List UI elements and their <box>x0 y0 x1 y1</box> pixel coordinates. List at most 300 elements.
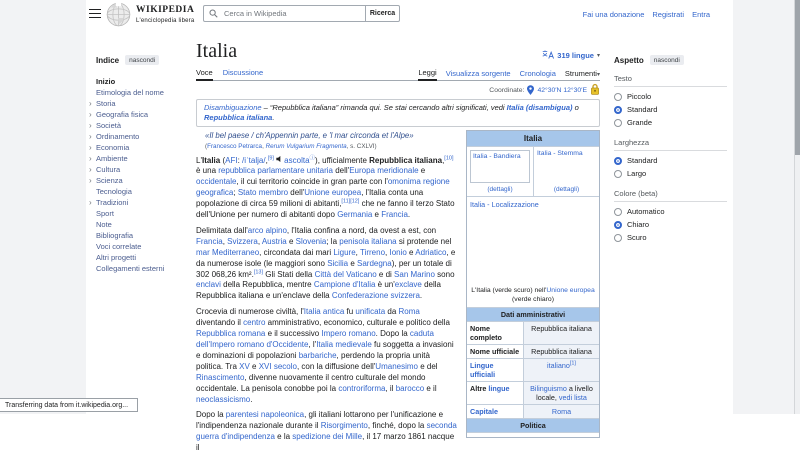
link[interactable]: Francia <box>196 237 223 246</box>
coordinates-row <box>196 84 600 97</box>
link[interactable]: repubblica parlamentare unitaria <box>218 166 333 175</box>
text: si protende nel <box>397 237 452 246</box>
link[interactable]: Francia <box>381 210 408 219</box>
text: amministrativo, economico, culturale e politico della <box>265 318 450 327</box>
radio-checked-icon[interactable] <box>614 106 622 114</box>
text: e di <box>377 270 394 279</box>
toc-item[interactable] <box>96 164 192 175</box>
radio-unchecked-icon[interactable] <box>614 93 622 101</box>
text: e la <box>275 432 292 441</box>
text: , gli italiani lottarono per l'unificazione e l'indipendenza nazionale durante il <box>196 410 443 430</box>
bold-text: Altre <box>470 384 488 393</box>
link[interactable]: Umanesimo <box>375 362 418 371</box>
link[interactable]: Sicilia <box>327 259 348 268</box>
toc-title: Indice <box>96 56 119 65</box>
bold-text: Repubblica italiana <box>369 156 442 165</box>
radio-unchecked-icon[interactable] <box>614 234 622 242</box>
link[interactable]: Roma <box>399 307 420 316</box>
link[interactable]: ascolta <box>284 156 309 165</box>
flag-details-link[interactable]: (dettagli) <box>470 183 530 193</box>
link[interactable]: barbariche <box>299 351 337 360</box>
text: e <box>372 210 381 219</box>
infobox-row-value <box>523 345 599 358</box>
chevron-right-icon[interactable]: › <box>89 164 92 175</box>
search-button[interactable]: Ricerca <box>365 5 400 22</box>
toc-hide-button[interactable]: nascondi <box>125 55 159 65</box>
radio-unchecked-icon[interactable] <box>614 208 622 216</box>
header-link[interactable]: Registrati <box>652 10 684 19</box>
link[interactable]: Risorgimento <box>321 421 368 430</box>
link[interactable]: Stato membro <box>238 188 288 197</box>
tab-leggi[interactable]: Leggi <box>418 68 436 81</box>
coordinates-label: Coordinate: <box>489 87 524 94</box>
appearance-group-label: Larghezza <box>614 138 727 151</box>
vertical-scrollbar[interactable] <box>794 0 800 414</box>
radio-option-standard[interactable] <box>614 103 727 116</box>
toc-item-label: Geografia fisica <box>96 110 148 119</box>
link[interactable]: Rinascimento <box>196 373 244 382</box>
appearance-panel <box>614 55 727 244</box>
link[interactable]: enclavi <box>196 280 221 289</box>
search-icon <box>209 5 218 23</box>
toc-item-label: Inizio <box>96 77 115 86</box>
coat-of-arms-link[interactable]: Italia - Stemma <box>537 150 596 159</box>
text: della Repubblica, mentre <box>221 280 314 289</box>
toc-item-label: Collegamenti esterni <box>96 264 164 273</box>
text: . <box>272 113 274 122</box>
search-input[interactable] <box>222 8 347 19</box>
tab-visualizza-sorgente[interactable]: Visualizza sorgente <box>446 69 511 80</box>
link[interactable]: XV <box>239 362 250 371</box>
toc-item-label: Società <box>96 121 121 130</box>
italic-link[interactable]: Rerum Vulgarium Fragmenta <box>266 143 347 150</box>
link[interactable]: Repubblica romana <box>196 329 265 338</box>
text: , circondata dai mari <box>259 248 333 257</box>
link[interactable]: Città del Vaticano <box>315 270 377 279</box>
link[interactable]: Svizzera <box>227 237 258 246</box>
text: ( <box>220 156 225 165</box>
link[interactable]: XVI secolo <box>259 362 297 371</box>
text: Repubblica italiana <box>531 324 592 333</box>
link[interactable]: Impero romano <box>321 329 375 338</box>
toc-item-label: Sport <box>96 209 114 218</box>
italic-link[interactable]: Disambiguazione <box>204 103 262 112</box>
text: e del <box>418 362 438 371</box>
text: , <box>262 143 266 150</box>
text: Crocevia di numerose civiltà, l' <box>196 307 304 316</box>
text: e <box>287 237 296 246</box>
link[interactable]: Confederazione svizzera <box>332 291 420 300</box>
toc-item[interactable] <box>96 153 192 164</box>
text: Repubblica italiana <box>531 347 592 356</box>
infobox-row-label <box>467 382 523 404</box>
wikipedia-wordmark[interactable] <box>136 6 194 24</box>
map-pin-icon[interactable] <box>527 85 534 97</box>
radio-option-label: Chiaro <box>627 220 649 229</box>
radio-option-label: Scuro <box>627 233 647 242</box>
link[interactable]: spedizione dei Mille <box>292 432 362 441</box>
country-infobox <box>466 130 600 438</box>
logo-subtitle: L'enciclopedia libera <box>136 18 194 24</box>
text: , e da numerose isole (le maggiori sono <box>196 248 455 268</box>
infobox-section-politics: Politica <box>467 418 599 432</box>
namespace-tabs <box>196 68 263 80</box>
text: , il <box>385 384 395 393</box>
link[interactable]: /iˈtalja/ <box>242 156 266 165</box>
reference-sup[interactable]: ⓘ <box>310 155 316 161</box>
text: , l' <box>308 340 316 349</box>
flag-cell <box>467 147 533 196</box>
toc-item-label: Tradizioni <box>96 198 128 207</box>
toc-item[interactable] <box>96 109 192 120</box>
text: ), ufficialmente <box>315 156 369 165</box>
link[interactable]: penisola italiana <box>339 237 396 246</box>
browser-status-tooltip: Transferring data from it.wikipedia.org... <box>0 398 138 412</box>
infobox-emblems-row <box>467 146 599 196</box>
infobox-row-value <box>523 405 599 418</box>
link[interactable]: Adriatico <box>415 248 446 257</box>
infobox-title: Italia <box>467 131 599 146</box>
link[interactable]: Europa meridionale <box>349 166 418 175</box>
link[interactable]: controriforma <box>338 384 385 393</box>
chevron-right-icon[interactable]: › <box>89 175 92 186</box>
tab-strumenti[interactable]: Strumenti▾ <box>565 69 600 80</box>
article-content <box>196 40 600 454</box>
text: (verde chiaro) <box>512 296 554 303</box>
toc-item[interactable] <box>96 175 192 186</box>
appearance-group-label: Testo <box>614 74 727 87</box>
link[interactable]: exclave <box>395 280 422 289</box>
chevron-right-icon[interactable]: › <box>89 197 92 208</box>
bold-link[interactable]: Capitale <box>470 407 498 416</box>
text: ( <box>205 143 207 150</box>
text: : <box>238 156 242 165</box>
toc-item[interactable] <box>96 131 192 142</box>
wikipedia-globe-logo[interactable] <box>106 2 131 32</box>
text: , <box>442 156 444 165</box>
chevron-right-icon[interactable]: › <box>89 109 92 120</box>
infobox-row-label <box>467 322 523 344</box>
reference-sup[interactable]: [11][12] <box>341 198 359 204</box>
radio-checked-icon[interactable] <box>614 157 622 165</box>
toc-item-label: Etimologia del nome <box>96 88 164 97</box>
text: , s. CXLVI) <box>347 143 377 150</box>
text: L'Italia (verde scuro) nell' <box>471 287 546 294</box>
tab-cronologia[interactable]: Cronologia <box>520 69 556 80</box>
appearance-group <box>614 189 727 244</box>
text: , <box>258 237 262 246</box>
radio-checked-icon[interactable] <box>614 221 622 229</box>
coat-of-arms-cell <box>533 147 599 196</box>
link[interactable]: seconda guerra d'indipendenza <box>196 421 457 441</box>
link[interactable]: omonima regione geografica <box>196 177 450 197</box>
toc-item[interactable] <box>96 263 192 274</box>
radio-option-scuro[interactable] <box>614 231 727 244</box>
header-user-links <box>480 10 710 19</box>
location-map-caption <box>470 286 596 304</box>
radio-option-label: Largo <box>627 169 646 178</box>
text: è una <box>196 166 218 175</box>
text: , <box>266 156 268 165</box>
chevron-right-icon[interactable]: › <box>89 120 92 131</box>
toc-item[interactable] <box>96 120 192 131</box>
text: fu soggetta a invasioni e dominazioni di popolazioni <box>196 340 454 360</box>
chevron-down-icon: ▾ <box>597 72 600 78</box>
location-map-placeholder <box>470 210 596 286</box>
toc-item-label: Altri progetti <box>96 253 136 262</box>
radio-option-automatico[interactable] <box>614 205 727 218</box>
toc-item[interactable] <box>96 186 192 197</box>
languages-button[interactable] <box>542 46 600 64</box>
text: . Dopo la <box>376 329 410 338</box>
header-link[interactable]: Fai una donazione <box>583 10 645 19</box>
toc-item[interactable] <box>96 230 192 241</box>
link[interactable]: arco alpino <box>248 226 287 235</box>
text: o <box>573 103 579 112</box>
chevron-right-icon[interactable]: › <box>89 98 92 109</box>
chevron-down-icon: ▾ <box>597 52 600 59</box>
infobox-cropped-row <box>467 432 599 437</box>
link[interactable]: Unione europea <box>304 188 361 197</box>
reference-sup[interactable]: [1] <box>570 360 576 366</box>
toc-item[interactable] <box>96 208 192 219</box>
main-menu-icon[interactable] <box>89 9 101 20</box>
chevron-right-icon[interactable]: › <box>89 142 92 153</box>
speaker-icon[interactable] <box>276 155 283 167</box>
text: . <box>250 395 252 404</box>
quote-text: «Il bel paese / ch'Appennin parte, e 'l mar circonda et l'Alpe» <box>205 131 600 141</box>
text: L' <box>196 156 202 165</box>
radio-option-label: Piccolo <box>627 92 651 101</box>
text: , <box>385 248 389 257</box>
languages-count: 319 lingue <box>557 51 594 60</box>
text: . <box>408 210 410 219</box>
text: . <box>420 291 422 300</box>
link[interactable]: Campione d'Italia <box>314 280 376 289</box>
link[interactable]: AFI <box>225 156 237 165</box>
location-map-link[interactable]: Italia - Localizzazione <box>470 200 539 209</box>
appearance-hide-button[interactable]: nascondi <box>650 55 684 65</box>
chevron-right-icon[interactable]: › <box>89 153 92 164</box>
link[interactable]: unificata <box>355 307 385 316</box>
toc-item[interactable] <box>96 76 192 87</box>
link[interactable]: Tirreno <box>360 248 385 257</box>
infobox-row <box>467 404 599 418</box>
tab-voce[interactable]: Voce <box>196 68 213 81</box>
radio-option-piccolo[interactable] <box>614 90 727 103</box>
text: fu <box>344 307 355 316</box>
radio-unchecked-icon[interactable] <box>614 119 622 127</box>
toc-item[interactable] <box>96 142 192 153</box>
toc-item-label: Cultura <box>96 165 120 174</box>
infobox-row <box>467 344 599 358</box>
text: è un' <box>375 280 394 289</box>
text: dell' <box>288 188 304 197</box>
radio-unchecked-icon[interactable] <box>614 170 622 178</box>
infobox-section-admin: Dati amministrativi <box>467 307 599 321</box>
text: , con la diffusione dell' <box>297 362 375 371</box>
link[interactable]: barocco <box>396 384 424 393</box>
link[interactable]: neoclassicismo <box>196 395 250 404</box>
text: e <box>407 248 415 257</box>
radio-option-chiaro[interactable] <box>614 218 727 231</box>
article-tab-bar <box>196 67 600 81</box>
text: e <box>250 362 259 371</box>
toc-item[interactable] <box>96 98 192 109</box>
infobox-row-label <box>467 345 523 358</box>
link[interactable]: Ionio <box>389 248 406 257</box>
link[interactable]: Unione europea <box>546 287 594 294</box>
text: della Repubblica italiana e un'enclave della <box>196 280 441 300</box>
text: e il <box>424 384 436 393</box>
coordinates-link[interactable]: 42°30′N 12°30′E <box>537 87 587 94</box>
infobox-row <box>467 381 599 404</box>
link[interactable]: parentesi napoleonica <box>226 410 304 419</box>
view-tabs <box>418 68 600 80</box>
text: , il 17 marzo 1861 nacque il <box>196 432 454 452</box>
text: , l'Italia confina a nord, da ovest a est, con <box>287 226 436 235</box>
toc-item[interactable] <box>96 197 192 208</box>
radio-option-label: Automatico <box>627 207 665 216</box>
flag-link[interactable]: Italia - Bandiera <box>473 153 521 160</box>
link[interactable]: Sardegna <box>357 259 392 268</box>
logo-title: WIKIPEDIA <box>136 6 194 16</box>
text: , divenne nuovamente il centro culturale del mondo occidentale. La penisola conobbe poi la <box>196 373 425 393</box>
toc-item-label: Scienza <box>96 176 123 185</box>
text: che ne fanno il terzo Stato dell'Unione per numero di abitanti dopo <box>196 199 455 219</box>
text: a livello locale, <box>536 384 593 402</box>
text: , finché, dopo la <box>368 421 427 430</box>
toc-item-label: Note <box>96 220 112 229</box>
text: sono <box>435 270 455 279</box>
link[interactable]: Bilinguismo <box>530 384 567 393</box>
tab-discussione[interactable]: Discussione <box>223 68 263 80</box>
table-of-contents <box>96 55 192 274</box>
radio-option-label: Standard <box>627 156 657 165</box>
appearance-groups <box>614 74 727 244</box>
location-map-cell <box>467 196 599 307</box>
infobox-row-label <box>467 359 523 381</box>
bold-text: Italia <box>202 156 220 165</box>
reference-sup[interactable]: [10] <box>444 155 453 161</box>
radio-option-label: Grande <box>627 118 652 127</box>
toc-item[interactable] <box>96 219 192 230</box>
link[interactable]: Slovenia <box>296 237 327 246</box>
chevron-right-icon[interactable]: › <box>89 131 92 142</box>
link[interactable]: caduta dell'Impero romano d'Occidente <box>196 329 434 349</box>
link[interactable]: Roma <box>552 407 571 416</box>
text: , <box>223 237 227 246</box>
radio-option-grande[interactable] <box>614 116 727 129</box>
language-icon <box>542 46 554 64</box>
toc-item-label: Storia <box>96 99 116 108</box>
text: e <box>348 259 357 268</box>
page-left-margin <box>0 0 86 414</box>
link[interactable]: Francesco Petrarca <box>207 143 262 150</box>
radio-option-largo[interactable] <box>614 167 727 180</box>
text: , <box>356 248 360 257</box>
bold-italic-link[interactable]: Italia (disambigua) <box>507 103 573 112</box>
text: , il cui territorio coincide in gran parte con l' <box>236 177 387 186</box>
infobox-row <box>467 358 599 381</box>
toc-item-label: Ambiente <box>96 154 128 163</box>
protection-lock-icon[interactable] <box>590 83 600 98</box>
appearance-group-label: Colore (beta) <box>614 189 727 202</box>
appearance-title: Aspetto <box>614 56 644 65</box>
link[interactable]: occidentale <box>196 177 236 186</box>
search-box[interactable] <box>203 5 366 22</box>
text: ), per un totale di 302 068,26 km². <box>196 259 452 279</box>
link[interactable]: Austria <box>262 237 287 246</box>
text: Dopo la <box>196 410 226 419</box>
radio-option-standard[interactable] <box>614 154 727 167</box>
text: , perdendo la propria unità politica. Tra <box>196 351 430 371</box>
toc-item[interactable] <box>96 241 192 252</box>
bold-link[interactable]: Lingue ufficiali <box>470 361 495 379</box>
page-title: Italia <box>196 40 600 62</box>
link[interactable]: centro <box>243 318 265 327</box>
infobox-row-value <box>523 322 599 344</box>
reference-sup[interactable]: [9] <box>268 155 274 161</box>
toc-item-label: Ordinamento <box>96 132 139 141</box>
page-right-margin <box>733 0 800 414</box>
toc-item[interactable] <box>96 87 192 98</box>
link[interactable]: San Marino <box>394 270 435 279</box>
infobox-row-label <box>467 405 523 418</box>
scrollbar-thumb[interactable] <box>795 0 800 155</box>
appearance-group <box>614 138 727 180</box>
text: ; <box>233 188 237 197</box>
radio-option-label: Standard <box>627 105 657 114</box>
bold-text: Nome completo <box>470 324 502 342</box>
toc-list <box>96 76 192 274</box>
infobox-rows <box>467 321 599 418</box>
coat-of-arms-details-link[interactable]: (dettagli) <box>537 183 596 193</box>
link[interactable]: Italia medievale <box>316 340 372 349</box>
toc-item-label: Bibliografia <box>96 231 133 240</box>
text: diventando il <box>196 318 243 327</box>
bold-text: Nome ufficiale <box>470 347 519 356</box>
infobox-row <box>467 321 599 344</box>
link[interactable]: Germania <box>337 210 372 219</box>
text: e il successivo <box>265 329 321 338</box>
link[interactable]: Italia antica <box>304 307 344 316</box>
link[interactable]: vedi lista <box>559 393 587 402</box>
header-link[interactable]: Entra <box>692 10 710 19</box>
toc-item[interactable] <box>96 252 192 263</box>
bold-link[interactable]: lingue <box>488 384 509 393</box>
bold-italic-link[interactable]: Repubblica italiana <box>204 113 272 122</box>
text: Delimitata dall' <box>196 226 248 235</box>
appearance-group <box>614 74 727 129</box>
reference-sup[interactable]: [13] <box>254 269 263 275</box>
flag-image-placeholder[interactable] <box>470 150 530 183</box>
toc-item-label: Tecnologia <box>96 187 132 196</box>
toc-item-label: Voci correlate <box>96 242 141 251</box>
text: e <box>419 166 426 175</box>
text: dell' <box>333 166 349 175</box>
infobox-row-value <box>523 382 599 404</box>
infobox-row-value <box>523 359 599 381</box>
text: , l'Italia conta una popolazione di circa 59 milioni di abitanti, <box>196 188 423 208</box>
link[interactable]: italiano <box>547 361 570 370</box>
link[interactable]: mar Mediterraneo <box>196 248 259 257</box>
text: da <box>385 307 398 316</box>
toc-item-label: Economia <box>96 143 129 152</box>
link[interactable]: Ligure <box>333 248 355 257</box>
text: ; la <box>326 237 339 246</box>
text: Gli Stati della <box>263 270 315 279</box>
